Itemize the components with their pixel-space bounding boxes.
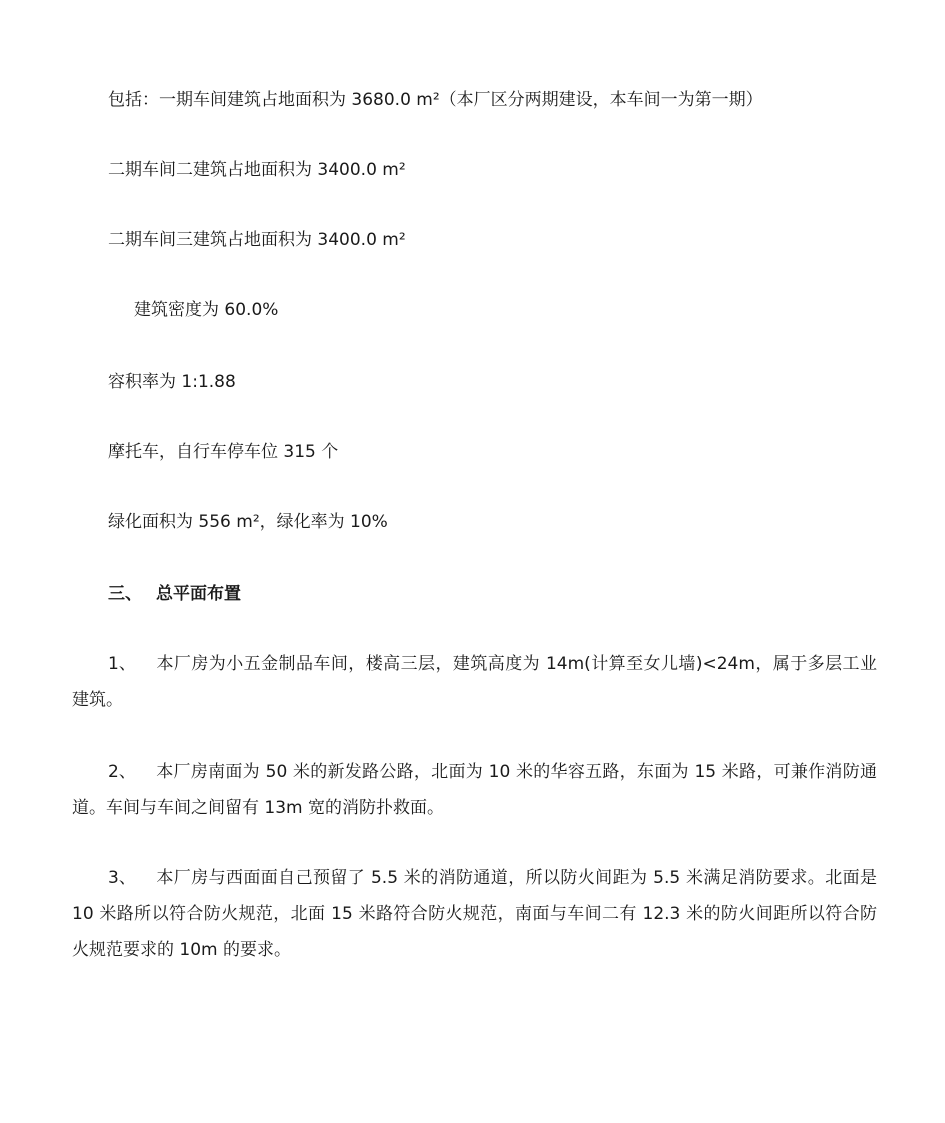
section-title: 总平面布置 [156, 584, 241, 604]
building-density: 建筑密度为 60.0% [134, 300, 279, 320]
building-area-workshop3: 二期车间三建筑占地面积为 3400.0 m² [108, 230, 406, 250]
item-number: 1、 [108, 654, 136, 674]
parking-spaces: 摩托车，自行车停车位 315 个 [108, 442, 339, 462]
item-text: 本厂房南面为 50 米的新发路公路，北面为 10 米的华容五路，东面为 15 米路，可兼作消防通道。车间与车间之间留有 13m 宽的消防扑救面。 [72, 762, 877, 818]
section-number: 三、 [108, 584, 142, 604]
building-area-workshop2: 二期车间二建筑占地面积为 3400.0 m² [108, 160, 406, 180]
greening-area: 绿化面积为 556 m²，绿化率为 10% [108, 512, 388, 532]
paragraph-item-3 [72, 860, 877, 968]
paragraph-item-1 [72, 646, 877, 718]
item-number: 3、 [108, 868, 136, 888]
item-number: 2、 [108, 762, 136, 782]
floor-area-ratio: 容积率为 1:1.88 [108, 372, 236, 392]
item-text: 本厂房为小五金制品车间，楼高三层，建筑高度为 14m(计算至女儿墙)<24m，属于多层工业建筑。 [72, 654, 877, 710]
paragraph-item-2 [72, 754, 877, 826]
item-text: 本厂房与西面面自己预留了 5.5 米的消防通道，所以防火间距为 5.5 米满足消防要求。北面是 10 米路所以符合防火规范，北面 15 米路符合防火规范，南面与车间二有 12.3 米的防火间距所以符合防火规范要求的 10m 的要求。 [72, 868, 877, 960]
building-area-phase1: 包括：一期车间建筑占地面积为 3680.0 m²（本厂区分两期建设，本车间一为第一期） [108, 90, 763, 110]
section-heading [108, 582, 241, 606]
